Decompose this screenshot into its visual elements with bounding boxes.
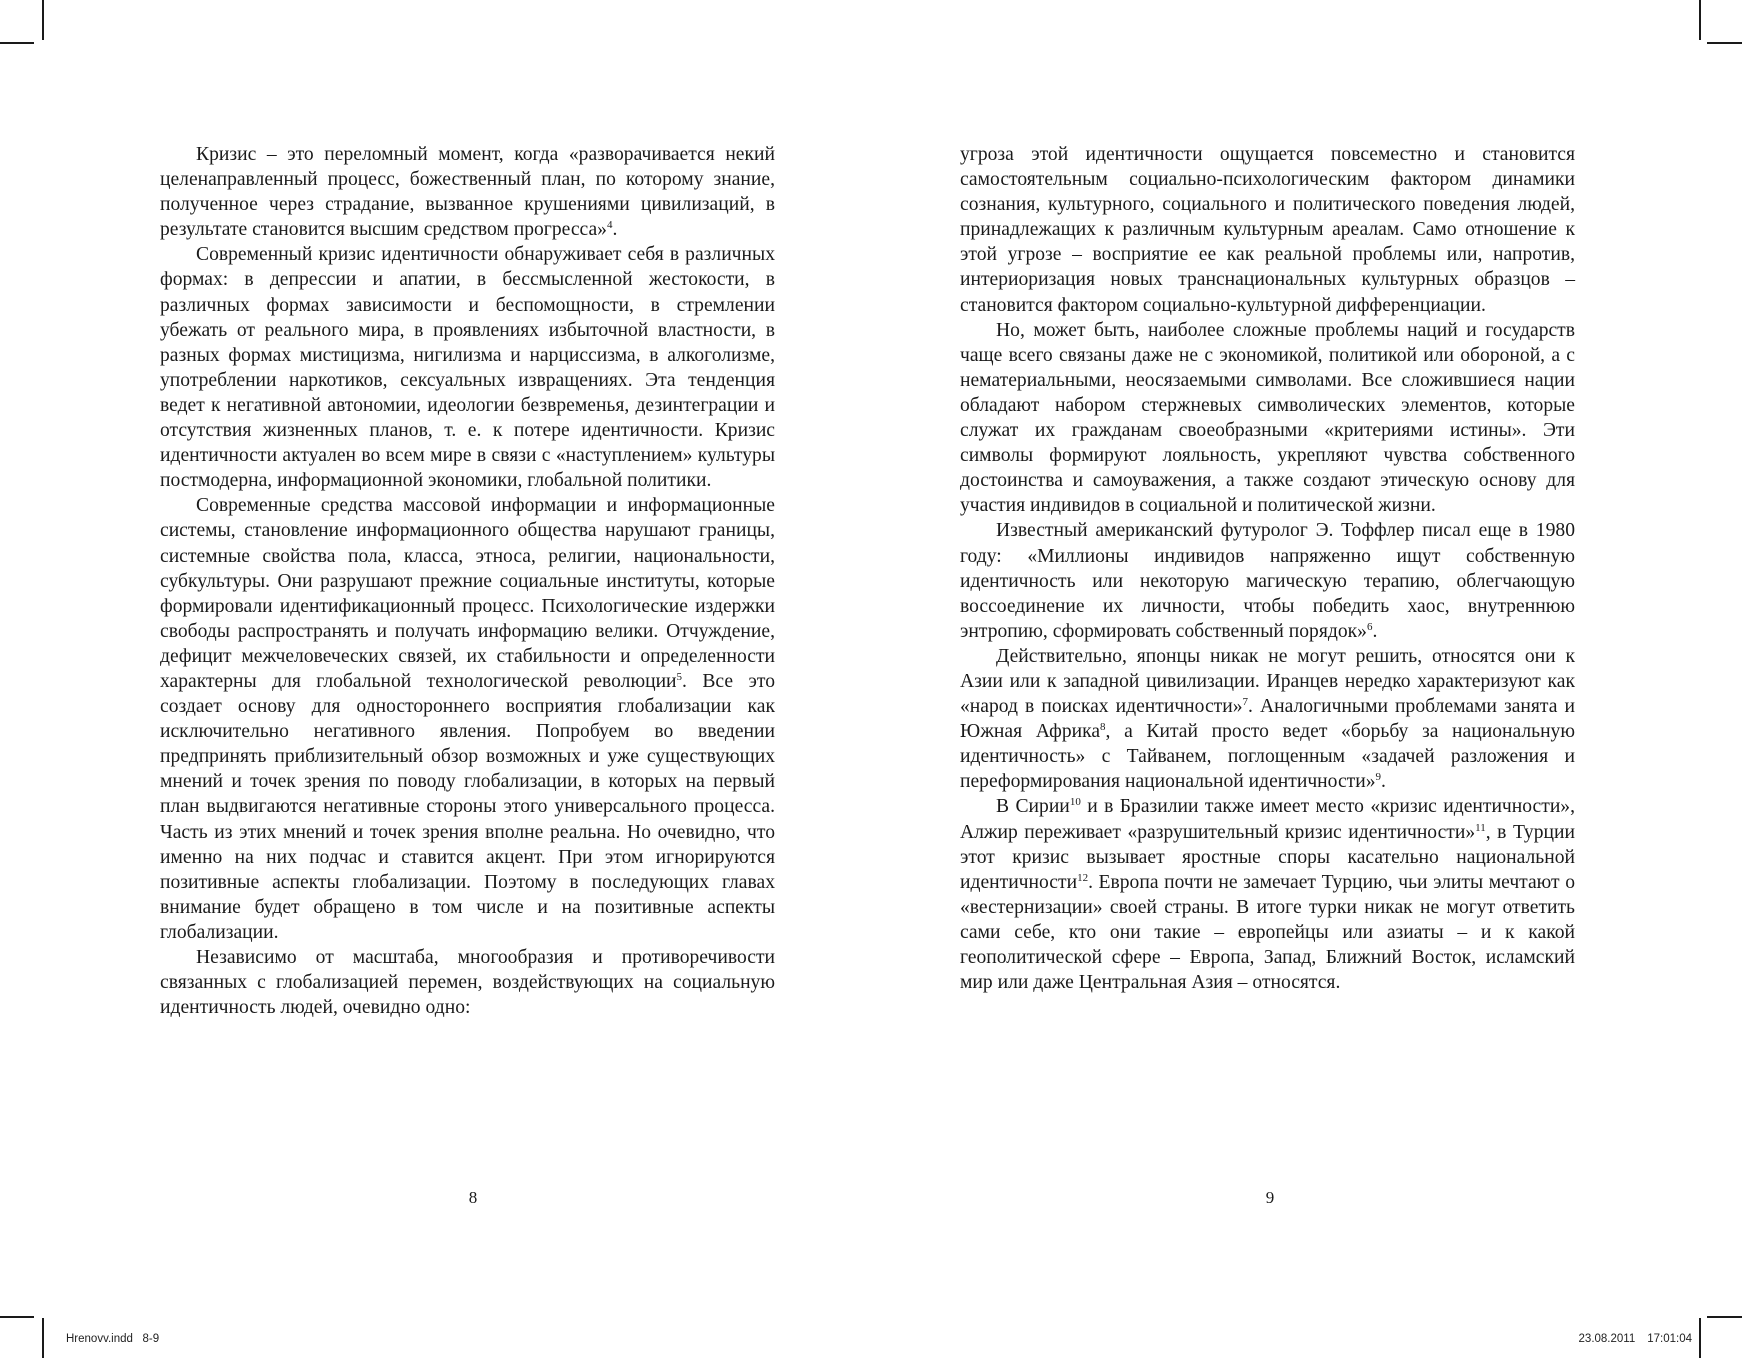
crop-mark-top-left-h <box>0 42 34 44</box>
page-number-right: 9 <box>1265 1188 1275 1207</box>
paragraph: Кризис – это переломный момент, когда «разворачивается некий целенаправленный процесс, божественный план, по которому знание, полученное через страдание, вызванное крушениями цивилизаций, в результате становится высшим средством прогресса»$^4$. <box>160 144 775 241</box>
footnote-ref: 11 <box>1475 821 1486 834</box>
crop-mark-bottom-right-v <box>1699 1318 1701 1358</box>
crop-mark-top-left-v <box>42 0 44 40</box>
paragraph: Независимо от масштаба, многообразия и противоречивости связанных с глобализацией перемен, воздействующих на социальную идентичность людей, очевидно одно: <box>160 947 775 1019</box>
slug-filename: Hrenovv.indd 8-9 <box>66 1333 160 1345</box>
paragraph: Современные средства массовой информации и информационные системы, становление информационного общества нарушают границы, системные свойства пола, класса, этноса, религии, национальности, субкультуры. Они разрушают прежние социальные институты, которые формировали идентификационный процесс. Психологические издержки свободы распространять и получать информацию велики. Отчуждение, дефицит межчеловеческих связей, их стабильности и определенности характерны для глобальной технологической революции$^5$. Все это создает основу для одностороннего восприятия глобализации как исключительно негативного явления. Попробуем во введении предпринять приблизительный обзор возможных и уже существующих мнений и точек зрения по поводу глобализации, в которых на первый план выдвигаются негативные стороны этого универсального процесса. Часть из этих мнений и точек зрения вполне реальна. Но очевидно, что именно на них подчас и ставится акцент. При этом игнорируются позитивные аспекты глобализации. Поэтому в последующих главах внимание будет обращено в том числе и на позитивные аспекты глобализации. <box>160 495 775 943</box>
footnote-ref: 9 <box>1375 771 1381 784</box>
footnote-ref: 7 <box>1242 696 1248 709</box>
left-page-text-column <box>160 142 775 1020</box>
crop-mark-top-right-h <box>1707 42 1742 44</box>
paragraph: Но, может быть, наиболее сложные проблемы наций и государств чаще всего связаны даже не с экономикой, политикой или обороной, а с нематериальными, неосязаемыми символами. Все сложившиеся нации обладают набором стержневых символических элементов, которые служат их гражданам своеобразными «критериями истины». Эти символы формируют лояльность, укрепляют чувства собственного достоинства и самоуважения, а также создают этическую основу для участия индивидов в социальной и политической жизни. <box>960 319 1575 517</box>
footnote-ref: 8 <box>1100 721 1106 734</box>
footnote-ref: 6 <box>1366 620 1373 633</box>
slug-timestamp <box>1579 1333 1692 1345</box>
paragraph-continuation: угроза этой идентичности ощущается повсеместно и становится самостоятельным социально-психологическим фактором динамики сознания, культурного, социального и политического поведения людей, принадлежащих к различным культурным ареалам. Само отношение к этой угрозе – восприятие ее как реальной проблемы или, напротив, интериоризация новых транснациональных культурных образцов – становится фактором социально-культурной дифференциации. <box>960 144 1575 316</box>
slug-date: 23.08.2011 <box>1578 1333 1636 1345</box>
paragraph: Современный кризис идентичности обнаруживает себя в различных формах: в депрессии и апатии, в бессмысленной жестокости, в различных формах зависимости и беспомощности, в стремлении убежать от реального мира, в проявлениях избыточной властности, в разных формах мистицизма, нигилизма и нарциссизма, в алкоголизме, употреблении наркотиков, сексуальных извращениях. Эта тенденция ведет к негативной автономии, идеологии безвременья, дезинтеграции и отсутствия жизненных планов, т. е. к потере идентичности. Кризис идентичности актуален во всем мире в связи с «наступлением» культуры постмодерна, информационной экономики, глобальной политики. <box>160 244 775 492</box>
footnote-ref: 12 <box>1077 871 1089 884</box>
page-number-left: 8 <box>468 1188 478 1207</box>
paragraph: Действительно, японцы никак не могут решить, относятся они к Азии или к западной цивилизации. Иранцев нередко характеризуют как «народ в поисках идентичности»$^7$. Аналогичными проблемами занята и Южная Африка$^8$, а Китай просто ведет «борьбу за национальную идентичность» с Тайванем, поглощенным «задачей разложения и переформирования национальной идентичности»$^9$. <box>960 645 1575 793</box>
crop-mark-top-center-v <box>1699 0 1701 40</box>
crop-mark-bottom-left-h <box>0 1316 34 1318</box>
paragraph: В Сирии$^{10}$ и в Бразилии также имеет место «кризис идентичности», Алжир переживает «разрушительный кризис идентичности»$^{11}$, в Турции этот кризис вызывает яростные споры касательно национальной идентичности$^{12}$. Европа почти не замечает Турцию, чьи элиты мечтают о «вестернизации» своей страны. В итоге турки никак не могут ответить сами себе, кто они такие – европейцы или азиаты – и к какой геополитической сфере – Европа, Запад, Ближний Восток, исламский мир или даже Центральная Азия – относятся. <box>960 796 1576 994</box>
footnote-ref: 10 <box>1069 796 1081 809</box>
footnote-ref: 4 <box>606 219 613 232</box>
right-page-text-column <box>960 142 1575 995</box>
slug-time: 17:01:04 <box>1647 1333 1692 1345</box>
paragraph: Известный американский футуролог Э. Тоффлер писал еще в 1980 году: «Миллионы индивидов напряженно ищут собственную идентичность или некоторую магическую терапию, облегчающую воссоединение их личности, чтобы победить хаос, внутреннюю энтропию, сформировать собственный порядок»$^6$. <box>960 520 1575 642</box>
crop-mark-bottom-left-v <box>42 1318 44 1358</box>
footnote-ref: 5 <box>676 670 683 683</box>
crop-mark-bottom-right-h <box>1707 1316 1742 1318</box>
